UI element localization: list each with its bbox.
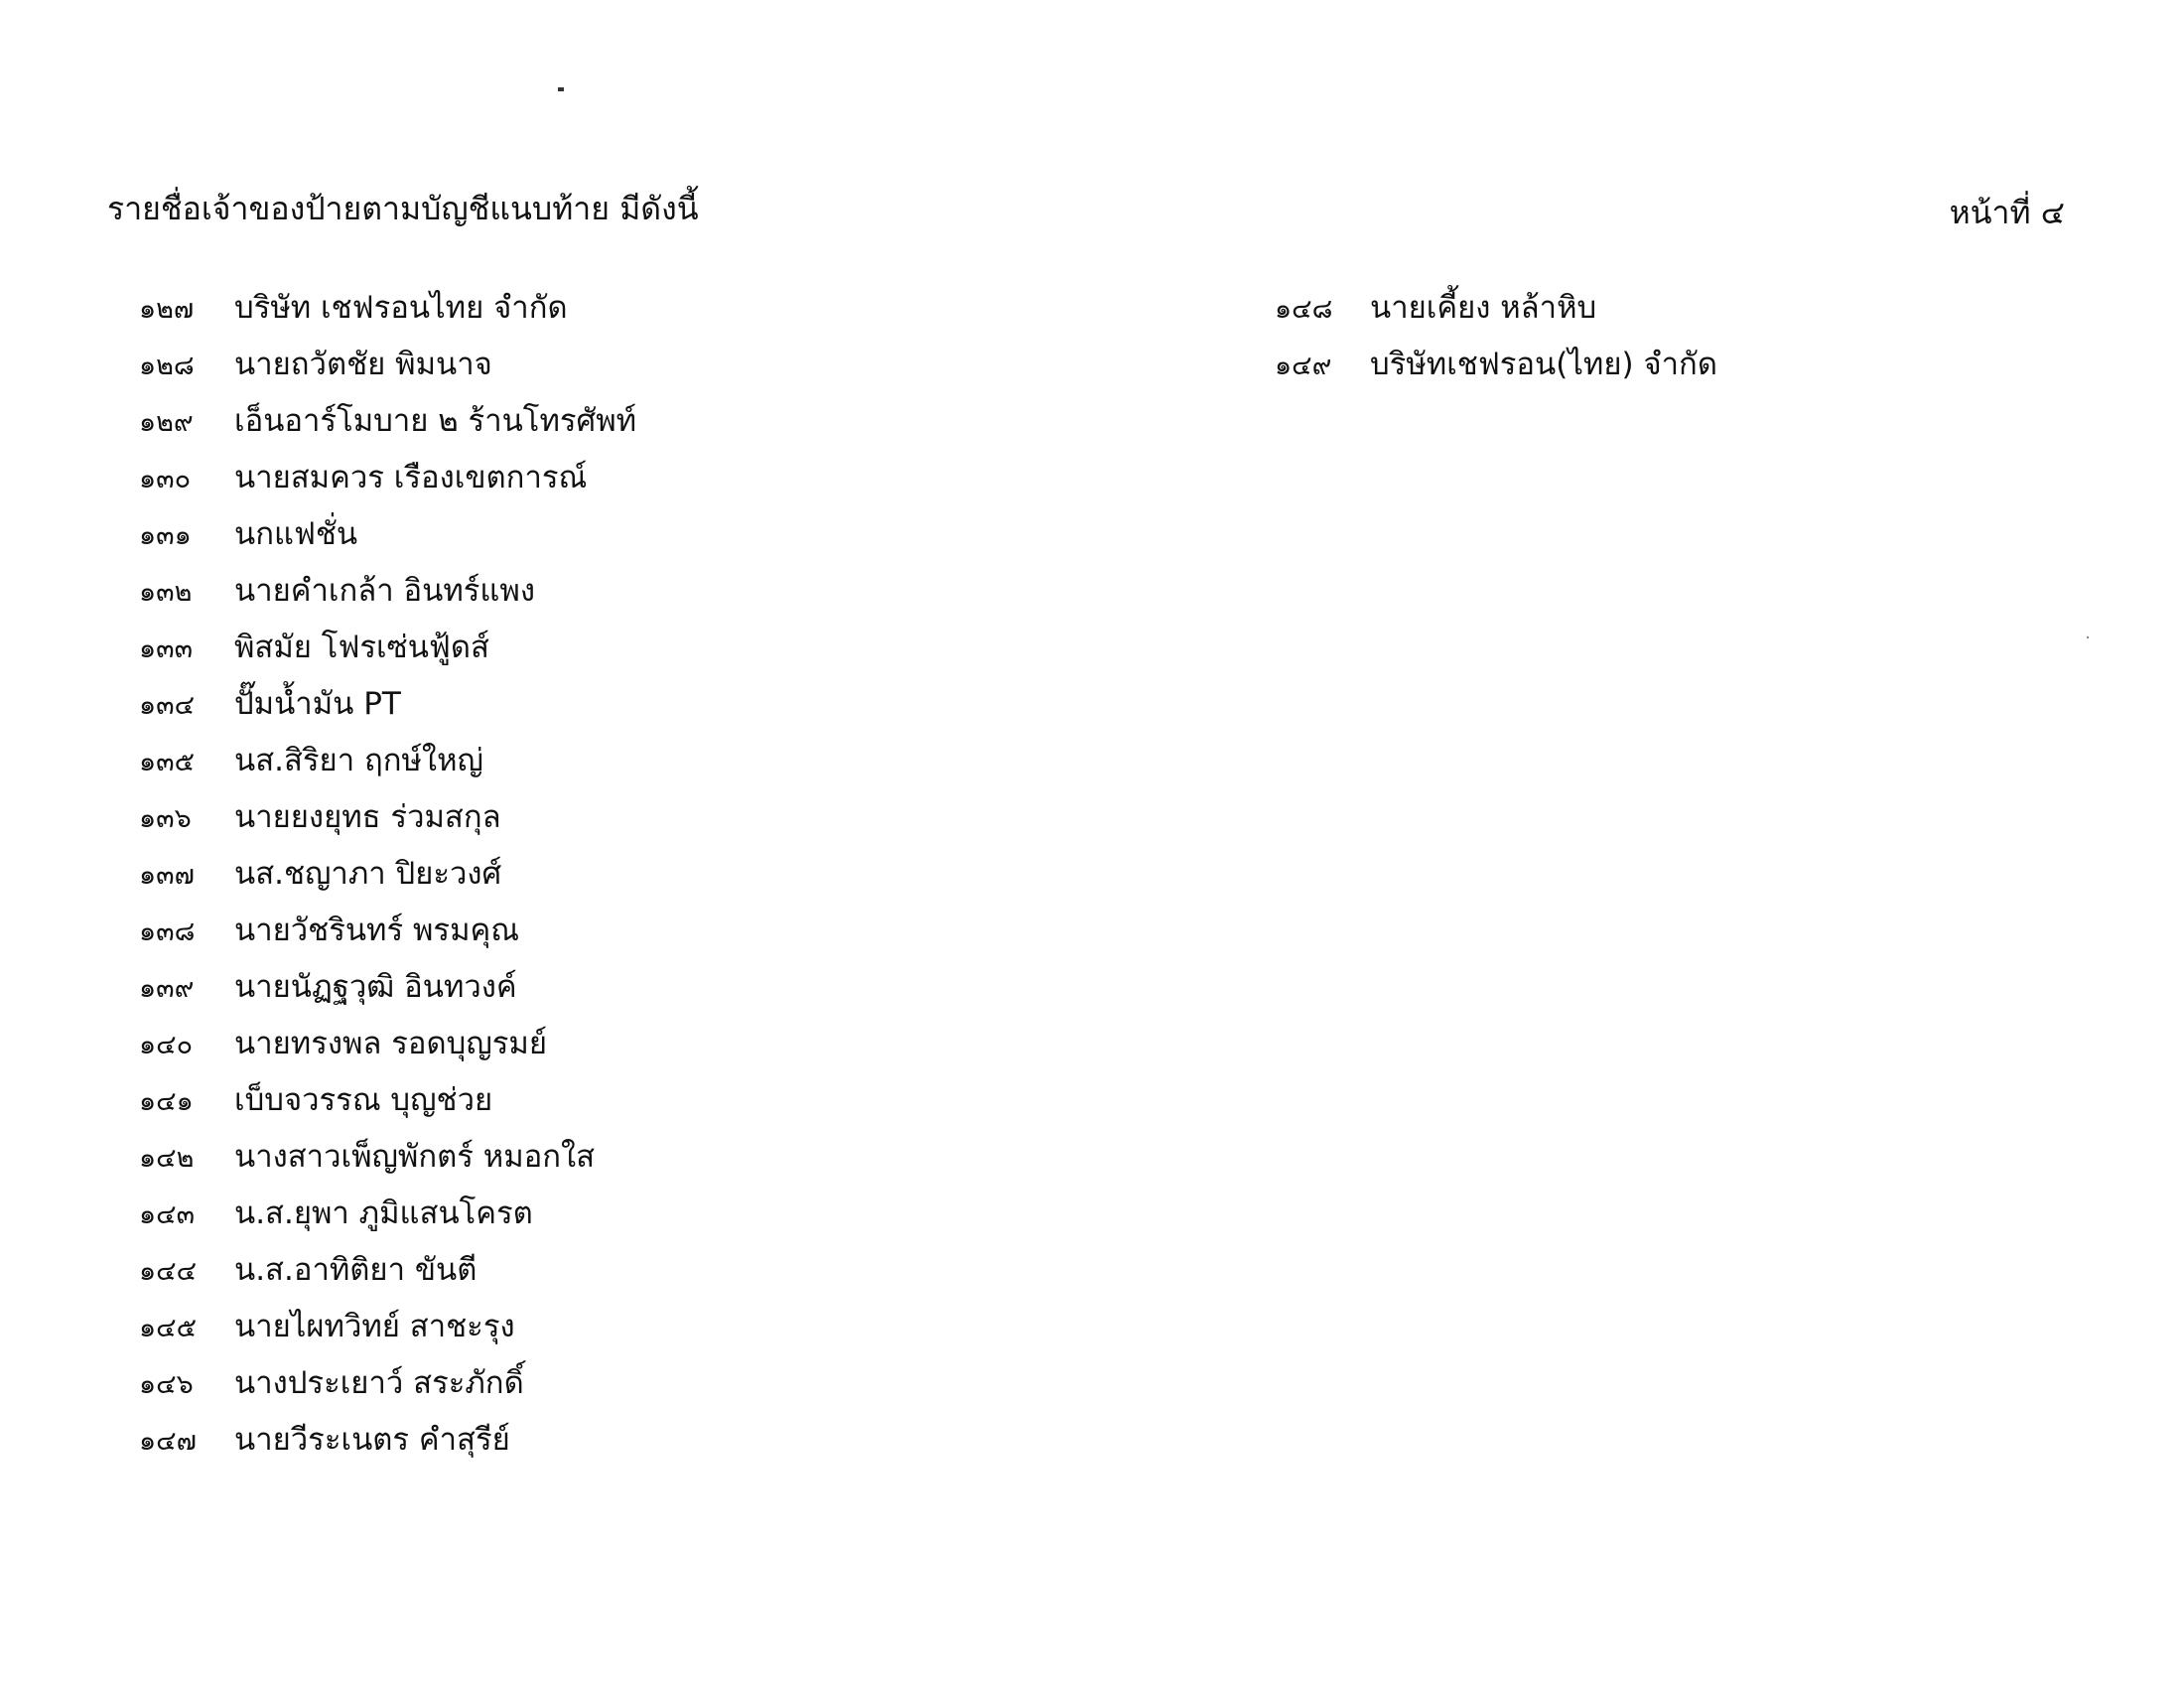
item-number: ๑๔๑ <box>139 1086 194 1117</box>
item-number: ๑๔๕ <box>139 1313 198 1343</box>
list-item <box>139 967 636 1024</box>
owner-name: นางประเยาว์ สระภักดิ์ <box>234 1365 524 1401</box>
item-number: ๑๓๓ <box>139 633 194 664</box>
owner-name: นายสมควร เรืองเขตการณ์ <box>234 460 588 495</box>
list-item <box>139 911 636 967</box>
list-item <box>139 458 636 514</box>
list-item <box>139 1250 636 1307</box>
owner-name: บริษัทเชฟรอน(ไทย) จำกัด <box>1370 347 1717 382</box>
item-number: ๑๓๕ <box>139 747 196 777</box>
item-number: ๑๓๙ <box>139 973 195 1004</box>
list-item <box>139 288 636 345</box>
owner-name: น.ส.ยุพา ภูมิแสนโครต <box>234 1196 533 1231</box>
list-item <box>139 571 636 628</box>
list-item <box>139 1137 636 1194</box>
item-number: ๑๓๘ <box>139 916 196 947</box>
item-number: ๑๔๔ <box>139 1256 198 1287</box>
item-number: ๑๒๘ <box>139 351 195 381</box>
item-number: ๑๔๙ <box>1275 351 1332 381</box>
list-item <box>139 401 636 458</box>
list-item <box>139 741 636 797</box>
item-number: ๑๓๒ <box>139 577 193 608</box>
owner-list-right <box>1275 288 1717 401</box>
owner-name: บริษัท เชฟรอนไทย จำกัด <box>234 290 568 326</box>
item-number: ๑๔๗ <box>139 1426 197 1457</box>
item-number: ๑๒๗ <box>139 294 195 325</box>
owner-name: พิสมัย โฟรเซ่นฟู้ดส์ <box>234 630 489 665</box>
list-item <box>139 854 636 911</box>
item-number: ๑๓๗ <box>139 860 195 891</box>
item-number: ๑๔๖ <box>139 1369 194 1400</box>
list-item <box>139 684 636 741</box>
list-item <box>139 1024 636 1080</box>
owner-name: นายยงยุทธ ร่วมสกุล <box>234 799 501 835</box>
item-number: ๑๒๙ <box>139 407 194 438</box>
item-number: ๑๔๒ <box>139 1143 195 1174</box>
owner-name: นายถวัตชัย พิมนาจ <box>234 347 492 382</box>
owner-list-left <box>139 288 636 1477</box>
owner-name: นายนัฏฐวุฒิ อินทวงค์ <box>234 969 517 1005</box>
item-number: ๑๓๐ <box>139 464 192 494</box>
item-number: ๑๔๐ <box>139 1030 194 1060</box>
owner-name: นส.ชญาภา ปิยะวงศ์ <box>234 856 502 892</box>
owner-name: เบ็บจวรรณ บุญช่วย <box>234 1082 493 1118</box>
owner-name: นกแฟชั่น <box>234 516 358 552</box>
owner-name: นายเคี้ยง หล้าหิบ <box>1370 290 1597 326</box>
list-item <box>139 514 636 571</box>
list-item <box>1275 345 1717 401</box>
page-number: หน้าที่ ๔ <box>1949 194 2065 231</box>
item-number: ๑๔๓ <box>139 1199 196 1230</box>
list-item <box>139 1420 636 1477</box>
list-item <box>1275 288 1717 345</box>
list-item <box>139 345 636 401</box>
owner-name: ปั๊มน้ำมัน PT <box>234 686 401 722</box>
owner-name: น.ส.อาทิติยา ขันตี <box>234 1252 478 1288</box>
owner-name: นายไผทวิทย์ สาชะรุง <box>234 1309 515 1344</box>
item-number: ๑๓๔ <box>139 690 196 721</box>
owner-name: นายคำเกล้า อินทร์แพง <box>234 573 535 609</box>
list-item <box>139 1080 636 1137</box>
owner-name: นายวีระเนตร คำสุรีย์ <box>234 1422 510 1458</box>
list-item <box>139 1363 636 1420</box>
page-title: รายชื่อเจ้าของป้ายตามบัญชีแนบท้าย มีดังนี้ <box>107 190 699 227</box>
owner-name: เอ็นอาร์โมบาย ๒ ร้านโทรศัพท์ <box>234 403 637 439</box>
item-number: ๑๓๖ <box>139 803 192 834</box>
scan-speck <box>558 87 564 91</box>
owner-name: นส.สิริยา ฤกษ์ใหญ่ <box>234 743 483 778</box>
owner-name: นายทรงพล รอดบุญรมย์ <box>234 1026 548 1061</box>
item-number: ๑๔๘ <box>1275 294 1333 325</box>
owner-name: นายวัชรินทร์ พรมคุณ <box>234 913 520 948</box>
list-item <box>139 628 636 684</box>
list-item <box>139 1307 636 1363</box>
owner-name: นางสาวเพ็ญพักตร์ หมอกใส <box>234 1139 596 1175</box>
scan-speck <box>2087 636 2089 638</box>
list-item <box>139 1194 636 1250</box>
list-item <box>139 797 636 854</box>
item-number: ๑๓๑ <box>139 520 192 551</box>
